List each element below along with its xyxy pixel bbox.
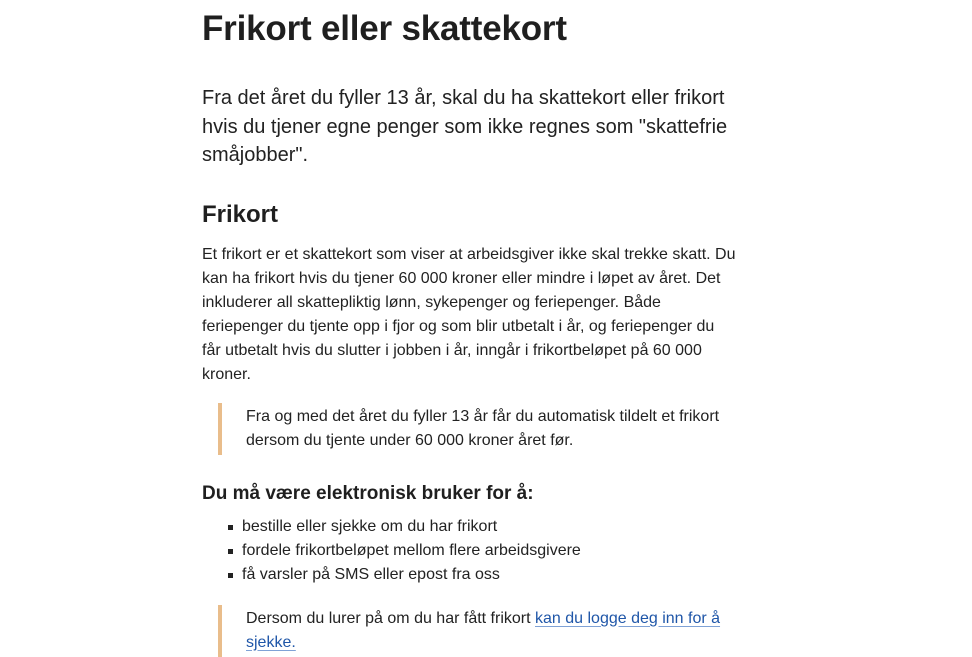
list-item-text: fordele frikortbeløpet mellom flere arbeidsgivere	[242, 541, 581, 559]
list-item	[202, 539, 742, 563]
list-item	[202, 563, 742, 587]
info-callout	[218, 403, 746, 455]
login-link[interactable]: kan du logge deg inn for å sjekke.	[246, 609, 721, 651]
bullet-icon	[228, 525, 233, 530]
bullet-icon	[228, 549, 233, 554]
bullet-icon	[228, 573, 233, 578]
requirements-list	[202, 515, 742, 587]
login-callout	[218, 605, 746, 657]
electronic-user-heading: Du må være elektronisk bruker for å:	[202, 482, 534, 504]
frikort-paragraph: Et frikort er et skattekort som viser at arbeidsgiver ikke skal trekke skatt. Du kan ha frikort hvis du tjener 60 000 kroner eller mindre i løpet av året. Det inkluderer all skattepliktig lønn, sykepenger og feriepenger. Både feriepenger du tjente opp i fjor og som blir utbetalt i år, og feriepenger du får utbetalt hvis du slutter i jobben i år, inngår i frikortbeløpet på 60 000 kroner.	[202, 245, 736, 383]
page-title: Frikort eller skattekort	[202, 9, 567, 48]
section-heading-frikort: Frikort	[202, 200, 279, 228]
article-content	[202, 0, 742, 657]
lead-paragraph: Fra det året du fyller 13 år, skal du ha skattekort eller frikort hvis du tjener egne penger som ikke regnes som "skattefrie småjobber".	[202, 87, 728, 166]
list-item-text: bestille eller sjekke om du har frikort	[242, 517, 498, 535]
list-item-text: få varsler på SMS eller epost fra oss	[242, 565, 500, 583]
info-callout-text: Fra og med det året du fyller 13 år får du automatisk tildelt et frikort dersom du tjente under 60 000 kroner året før.	[246, 407, 720, 449]
login-callout-text: Dersom du lurer på om du har fått frikort	[246, 609, 535, 627]
list-item	[202, 515, 742, 539]
